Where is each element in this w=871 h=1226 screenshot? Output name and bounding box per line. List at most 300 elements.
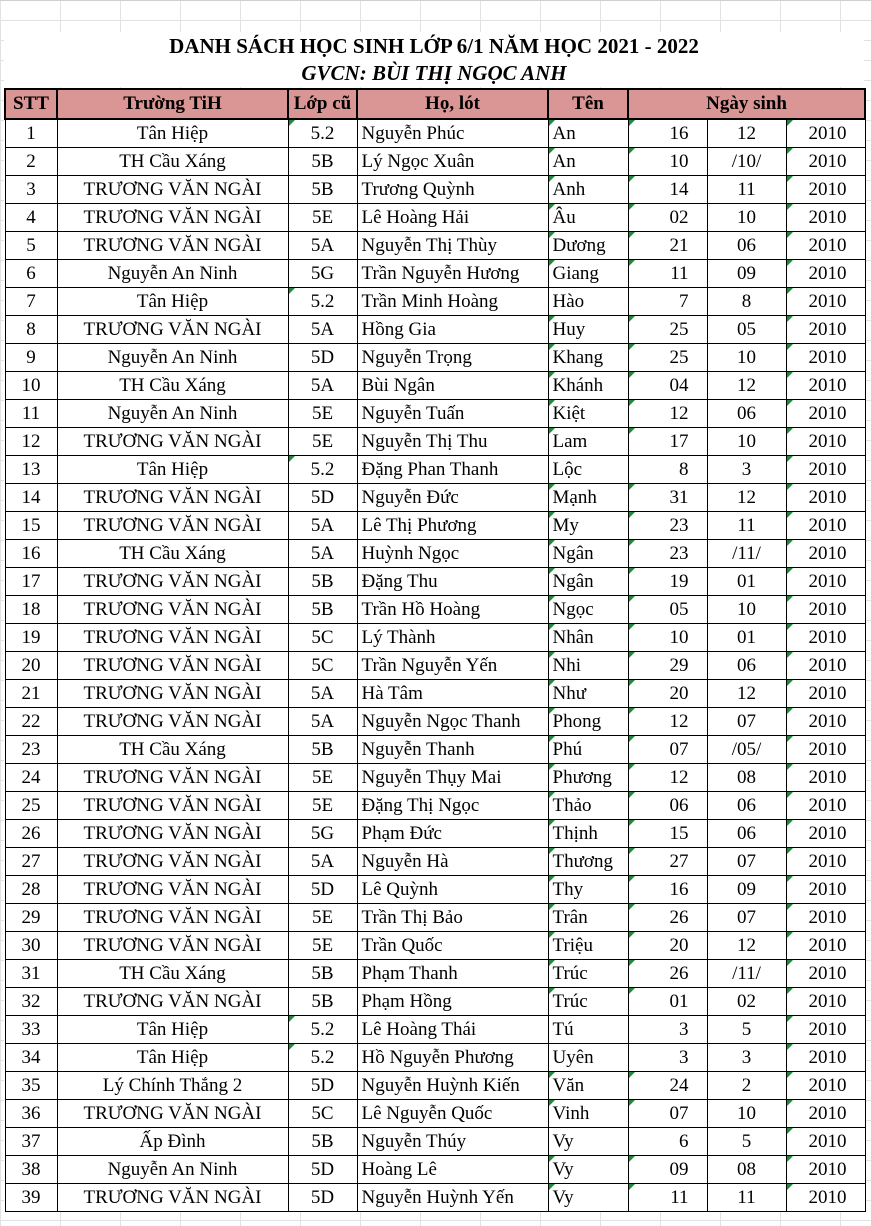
cell-year[interactable]: 2010	[786, 680, 865, 708]
cell-day[interactable]: 12	[628, 400, 707, 428]
cell-day[interactable]: 07	[628, 1100, 707, 1128]
cell-holot[interactable]: Đặng Phan Thanh	[357, 456, 548, 484]
cell-ten[interactable]: Nhi	[548, 652, 628, 680]
cell-month[interactable]: 07	[707, 708, 786, 736]
cell-holot[interactable]: Lý Thành	[357, 624, 548, 652]
cell-ten[interactable]: Uyên	[548, 1044, 628, 1072]
cell-lop[interactable]: 5A	[288, 232, 357, 260]
cell-stt[interactable]: 19	[5, 624, 57, 652]
cell-day[interactable]: 25	[628, 344, 707, 372]
cell-day[interactable]: 3	[628, 1016, 707, 1044]
cell-stt[interactable]: 18	[5, 596, 57, 624]
cell-day[interactable]: 10	[628, 624, 707, 652]
cell-ten[interactable]: Khánh	[548, 372, 628, 400]
cell-year[interactable]: 2010	[786, 288, 865, 316]
cell-month[interactable]: 02	[707, 988, 786, 1016]
cell-stt[interactable]: 37	[5, 1128, 57, 1156]
cell-truong[interactable]: Lý Chính Thắng 2	[57, 1072, 288, 1100]
cell-stt[interactable]: 6	[5, 260, 57, 288]
cell-holot[interactable]: Hà Tâm	[357, 680, 548, 708]
cell-year[interactable]: 2010	[786, 1184, 865, 1212]
cell-month[interactable]: 10	[707, 596, 786, 624]
cell-truong[interactable]: TH Cầu Xáng	[57, 372, 288, 400]
cell-holot[interactable]: Nguyễn Thụy Mai	[357, 764, 548, 792]
cell-ten[interactable]: Kiệt	[548, 400, 628, 428]
cell-stt[interactable]: 25	[5, 792, 57, 820]
cell-holot[interactable]: Trần Hồ Hoàng	[357, 596, 548, 624]
cell-holot[interactable]: Lê Hoàng Thái	[357, 1016, 548, 1044]
cell-truong[interactable]: TRƯƠNG VĂN NGÀI	[57, 848, 288, 876]
cell-day[interactable]: 15	[628, 820, 707, 848]
cell-year[interactable]: 2010	[786, 344, 865, 372]
cell-stt[interactable]: 31	[5, 960, 57, 988]
cell-truong[interactable]: TRƯƠNG VĂN NGÀI	[57, 624, 288, 652]
cell-stt[interactable]: 20	[5, 652, 57, 680]
cell-ten[interactable]: Mạnh	[548, 484, 628, 512]
cell-holot[interactable]: Nguyễn Hà	[357, 848, 548, 876]
cell-day[interactable]: 23	[628, 540, 707, 568]
cell-day[interactable]: 17	[628, 428, 707, 456]
cell-lop[interactable]: 5E	[288, 428, 357, 456]
cell-holot[interactable]: Hoàng Lê	[357, 1156, 548, 1184]
cell-year[interactable]: 2010	[786, 792, 865, 820]
cell-month[interactable]: 11	[707, 176, 786, 204]
cell-month[interactable]: /11/	[707, 960, 786, 988]
cell-ten[interactable]: Thịnh	[548, 820, 628, 848]
cell-stt[interactable]: 32	[5, 988, 57, 1016]
cell-holot[interactable]: Phạm Thanh	[357, 960, 548, 988]
cell-ten[interactable]: Trúc	[548, 960, 628, 988]
cell-year[interactable]: 2010	[786, 232, 865, 260]
cell-lop[interactable]: 5.2	[288, 456, 357, 484]
cell-truong[interactable]: Tân Hiệp	[57, 288, 288, 316]
cell-ten[interactable]: Ngân	[548, 540, 628, 568]
cell-truong[interactable]: TRƯƠNG VĂN NGÀI	[57, 708, 288, 736]
cell-truong[interactable]: TRƯƠNG VĂN NGÀI	[57, 820, 288, 848]
cell-month[interactable]: 08	[707, 764, 786, 792]
cell-month[interactable]: 11	[707, 1184, 786, 1212]
cell-stt[interactable]: 12	[5, 428, 57, 456]
cell-ten[interactable]: Vy	[548, 1156, 628, 1184]
cell-year[interactable]: 2010	[786, 1044, 865, 1072]
cell-ten[interactable]: Âu	[548, 204, 628, 232]
cell-lop[interactable]: 5B	[288, 988, 357, 1016]
cell-year[interactable]: 2010	[786, 1156, 865, 1184]
cell-lop[interactable]: 5A	[288, 372, 357, 400]
cell-year[interactable]: 2010	[786, 708, 865, 736]
cell-ten[interactable]: Vinh	[548, 1100, 628, 1128]
cell-month[interactable]: 07	[707, 904, 786, 932]
cell-lop[interactable]: 5B	[288, 568, 357, 596]
cell-ten[interactable]: Triệu	[548, 932, 628, 960]
cell-stt[interactable]: 14	[5, 484, 57, 512]
cell-holot[interactable]: Lê Thị Phương	[357, 512, 548, 540]
cell-day[interactable]: 29	[628, 652, 707, 680]
cell-ten[interactable]: Anh	[548, 176, 628, 204]
header-ngaysinh[interactable]: Ngày sinh	[628, 89, 865, 119]
cell-month[interactable]: 07	[707, 848, 786, 876]
cell-month[interactable]: 06	[707, 232, 786, 260]
cell-ten[interactable]: Hào	[548, 288, 628, 316]
cell-truong[interactable]: TRƯƠNG VĂN NGÀI	[57, 484, 288, 512]
cell-stt[interactable]: 8	[5, 316, 57, 344]
cell-truong[interactable]: TRƯƠNG VĂN NGÀI	[57, 428, 288, 456]
cell-holot[interactable]: Trần Thị Bảo	[357, 904, 548, 932]
cell-year[interactable]: 2010	[786, 596, 865, 624]
cell-holot[interactable]: Lê Nguyễn Quốc	[357, 1100, 548, 1128]
cell-lop[interactable]: 5E	[288, 932, 357, 960]
cell-stt[interactable]: 36	[5, 1100, 57, 1128]
cell-stt[interactable]: 35	[5, 1072, 57, 1100]
cell-stt[interactable]: 3	[5, 176, 57, 204]
cell-year[interactable]: 2010	[786, 316, 865, 344]
cell-holot[interactable]: Nguyễn Trọng	[357, 344, 548, 372]
cell-lop[interactable]: 5A	[288, 848, 357, 876]
cell-year[interactable]: 2010	[786, 372, 865, 400]
cell-stt[interactable]: 11	[5, 400, 57, 428]
cell-day[interactable]: 25	[628, 316, 707, 344]
cell-holot[interactable]: Nguyễn Ngọc Thanh	[357, 708, 548, 736]
cell-day[interactable]: 14	[628, 176, 707, 204]
cell-ten[interactable]: Vy	[548, 1128, 628, 1156]
cell-stt[interactable]: 15	[5, 512, 57, 540]
cell-year[interactable]: 2010	[786, 176, 865, 204]
cell-lop[interactable]: 5D	[288, 484, 357, 512]
cell-stt[interactable]: 17	[5, 568, 57, 596]
cell-truong[interactable]: Tân Hiệp	[57, 1016, 288, 1044]
cell-truong[interactable]: Tân Hiệp	[57, 456, 288, 484]
header-lop[interactable]: Lớp cũ	[288, 89, 357, 119]
cell-holot[interactable]: Hồng Gia	[357, 316, 548, 344]
cell-month[interactable]: 10	[707, 204, 786, 232]
cell-year[interactable]: 2010	[786, 764, 865, 792]
cell-year[interactable]: 2010	[786, 988, 865, 1016]
cell-lop[interactable]: 5A	[288, 708, 357, 736]
cell-truong[interactable]: TRƯƠNG VĂN NGÀI	[57, 232, 288, 260]
cell-truong[interactable]: TRƯƠNG VĂN NGÀI	[57, 876, 288, 904]
cell-truong[interactable]: TRƯƠNG VĂN NGÀI	[57, 904, 288, 932]
cell-holot[interactable]: Nguyễn Huỳnh Yến	[357, 1184, 548, 1212]
cell-year[interactable]: 2010	[786, 204, 865, 232]
cell-holot[interactable]: Huỳnh Ngọc	[357, 540, 548, 568]
cell-truong[interactable]: TRƯƠNG VĂN NGÀI	[57, 596, 288, 624]
cell-ten[interactable]: Như	[548, 680, 628, 708]
cell-truong[interactable]: TRƯƠNG VĂN NGÀI	[57, 764, 288, 792]
cell-ten[interactable]: Vy	[548, 1184, 628, 1212]
cell-lop[interactable]: 5G	[288, 260, 357, 288]
cell-day[interactable]: 12	[628, 708, 707, 736]
header-truong[interactable]: Trường TiH	[57, 89, 288, 119]
cell-year[interactable]: 2010	[786, 820, 865, 848]
cell-day[interactable]: 20	[628, 680, 707, 708]
cell-month[interactable]: 3	[707, 456, 786, 484]
cell-truong[interactable]: Nguyễn An Ninh	[57, 260, 288, 288]
cell-truong[interactable]: TH Cầu Xáng	[57, 736, 288, 764]
cell-holot[interactable]: Nguyễn Thị Thu	[357, 428, 548, 456]
cell-stt[interactable]: 39	[5, 1184, 57, 1212]
cell-holot[interactable]: Trần Quốc	[357, 932, 548, 960]
cell-day[interactable]: 31	[628, 484, 707, 512]
cell-stt[interactable]: 4	[5, 204, 57, 232]
cell-day[interactable]: 3	[628, 1044, 707, 1072]
cell-year[interactable]: 2010	[786, 1072, 865, 1100]
cell-ten[interactable]: Thy	[548, 876, 628, 904]
cell-holot[interactable]: Phạm Đức	[357, 820, 548, 848]
cell-month[interactable]: 5	[707, 1016, 786, 1044]
cell-truong[interactable]: TRƯƠNG VĂN NGÀI	[57, 512, 288, 540]
cell-truong[interactable]: Ấp Đình	[57, 1128, 288, 1156]
cell-truong[interactable]: TRƯƠNG VĂN NGÀI	[57, 1184, 288, 1212]
cell-day[interactable]: 24	[628, 1072, 707, 1100]
cell-lop[interactable]: 5.2	[288, 288, 357, 316]
cell-lop[interactable]: 5.2	[288, 1016, 357, 1044]
cell-lop[interactable]: 5D	[288, 344, 357, 372]
cell-stt[interactable]: 29	[5, 904, 57, 932]
cell-day[interactable]: 23	[628, 512, 707, 540]
cell-truong[interactable]: Nguyễn An Ninh	[57, 344, 288, 372]
cell-year[interactable]: 2010	[786, 428, 865, 456]
cell-lop[interactable]: 5E	[288, 204, 357, 232]
cell-month[interactable]: 12	[707, 484, 786, 512]
cell-ten[interactable]: Trúc	[548, 988, 628, 1016]
cell-ten[interactable]: Tú	[548, 1016, 628, 1044]
cell-lop[interactable]: 5D	[288, 1184, 357, 1212]
cell-year[interactable]: 2010	[786, 260, 865, 288]
cell-lop[interactable]: 5B	[288, 176, 357, 204]
cell-year[interactable]: 2010	[786, 568, 865, 596]
cell-lop[interactable]: 5B	[288, 1128, 357, 1156]
cell-stt[interactable]: 27	[5, 848, 57, 876]
cell-day[interactable]: 7	[628, 288, 707, 316]
cell-day[interactable]: 09	[628, 1156, 707, 1184]
cell-month[interactable]: 06	[707, 652, 786, 680]
cell-stt[interactable]: 2	[5, 148, 57, 176]
cell-ten[interactable]: Trân	[548, 904, 628, 932]
cell-holot[interactable]: Lê Hoàng Hải	[357, 204, 548, 232]
cell-month[interactable]: 05	[707, 316, 786, 344]
cell-day[interactable]: 11	[628, 1184, 707, 1212]
cell-stt[interactable]: 13	[5, 456, 57, 484]
cell-day[interactable]: 02	[628, 204, 707, 232]
cell-year[interactable]: 2010	[786, 484, 865, 512]
cell-holot[interactable]: Hồ Nguyễn Phương	[357, 1044, 548, 1072]
cell-lop[interactable]: 5.2	[288, 119, 357, 148]
cell-day[interactable]: 04	[628, 372, 707, 400]
cell-month[interactable]: /10/	[707, 148, 786, 176]
cell-holot[interactable]: Lý Ngọc Xuân	[357, 148, 548, 176]
cell-year[interactable]: 2010	[786, 540, 865, 568]
cell-stt[interactable]: 30	[5, 932, 57, 960]
cell-ten[interactable]: Dương	[548, 232, 628, 260]
cell-holot[interactable]: Phạm Hồng	[357, 988, 548, 1016]
cell-truong[interactable]: TRƯƠNG VĂN NGÀI	[57, 176, 288, 204]
header-holot[interactable]: Họ, lót	[357, 89, 548, 119]
cell-ten[interactable]: Phương	[548, 764, 628, 792]
cell-ten[interactable]: Thương	[548, 848, 628, 876]
cell-lop[interactable]: 5B	[288, 596, 357, 624]
cell-year[interactable]: 2010	[786, 652, 865, 680]
cell-day[interactable]: 07	[628, 736, 707, 764]
cell-ten[interactable]: Giang	[548, 260, 628, 288]
cell-holot[interactable]: Nguyễn Thanh	[357, 736, 548, 764]
cell-day[interactable]: 26	[628, 960, 707, 988]
cell-month[interactable]: 2	[707, 1072, 786, 1100]
cell-day[interactable]: 20	[628, 932, 707, 960]
cell-lop[interactable]: 5D	[288, 876, 357, 904]
cell-holot[interactable]: Trương Quỳnh	[357, 176, 548, 204]
cell-truong[interactable]: TH Cầu Xáng	[57, 540, 288, 568]
cell-lop[interactable]: 5G	[288, 820, 357, 848]
cell-day[interactable]: 16	[628, 876, 707, 904]
cell-day[interactable]: 6	[628, 1128, 707, 1156]
cell-year[interactable]: 2010	[786, 848, 865, 876]
cell-lop[interactable]: 5E	[288, 400, 357, 428]
cell-year[interactable]: 2010	[786, 904, 865, 932]
cell-holot[interactable]: Bùi Ngân	[357, 372, 548, 400]
cell-day[interactable]: 12	[628, 764, 707, 792]
cell-truong[interactable]: Tân Hiệp	[57, 1044, 288, 1072]
cell-truong[interactable]: TRƯƠNG VĂN NGÀI	[57, 792, 288, 820]
cell-truong[interactable]: TRƯƠNG VĂN NGÀI	[57, 568, 288, 596]
cell-truong[interactable]: TRƯƠNG VĂN NGÀI	[57, 316, 288, 344]
cell-holot[interactable]: Đặng Thu	[357, 568, 548, 596]
cell-day[interactable]: 11	[628, 260, 707, 288]
cell-day[interactable]: 8	[628, 456, 707, 484]
cell-year[interactable]: 2010	[786, 1128, 865, 1156]
cell-lop[interactable]: 5C	[288, 624, 357, 652]
cell-truong[interactable]: TH Cầu Xáng	[57, 960, 288, 988]
cell-ten[interactable]: Văn	[548, 1072, 628, 1100]
cell-month[interactable]: 09	[707, 876, 786, 904]
cell-lop[interactable]: 5B	[288, 736, 357, 764]
cell-month[interactable]: 06	[707, 400, 786, 428]
cell-holot[interactable]: Nguyễn Thúy	[357, 1128, 548, 1156]
cell-month[interactable]: 08	[707, 1156, 786, 1184]
cell-month[interactable]: 10	[707, 344, 786, 372]
cell-holot[interactable]: Nguyễn Huỳnh Kiến	[357, 1072, 548, 1100]
cell-lop[interactable]: 5C	[288, 1100, 357, 1128]
cell-month[interactable]: 8	[707, 288, 786, 316]
cell-month[interactable]: 09	[707, 260, 786, 288]
cell-year[interactable]: 2010	[786, 1100, 865, 1128]
cell-truong[interactable]: TRƯƠNG VĂN NGÀI	[57, 680, 288, 708]
cell-lop[interactable]: 5A	[288, 512, 357, 540]
cell-lop[interactable]: 5.2	[288, 1044, 357, 1072]
cell-lop[interactable]: 5E	[288, 904, 357, 932]
cell-holot[interactable]: Trần Minh Hoàng	[357, 288, 548, 316]
cell-truong[interactable]: Nguyễn An Ninh	[57, 1156, 288, 1184]
cell-truong[interactable]: TRƯƠNG VĂN NGÀI	[57, 652, 288, 680]
cell-month[interactable]: 12	[707, 680, 786, 708]
cell-month[interactable]: 06	[707, 820, 786, 848]
cell-year[interactable]: 2010	[786, 932, 865, 960]
cell-truong[interactable]: Tân Hiệp	[57, 119, 288, 148]
cell-ten[interactable]: Huy	[548, 316, 628, 344]
cell-month[interactable]: 10	[707, 1100, 786, 1128]
cell-lop[interactable]: 5A	[288, 316, 357, 344]
cell-ten[interactable]: Khang	[548, 344, 628, 372]
cell-year[interactable]: 2010	[786, 960, 865, 988]
cell-holot[interactable]: Đặng Thị Ngọc	[357, 792, 548, 820]
cell-day[interactable]: 16	[628, 119, 707, 148]
cell-stt[interactable]: 5	[5, 232, 57, 260]
cell-lop[interactable]: 5B	[288, 960, 357, 988]
cell-lop[interactable]: 5E	[288, 764, 357, 792]
header-ten[interactable]: Tên	[548, 89, 628, 119]
cell-ten[interactable]: My	[548, 512, 628, 540]
cell-lop[interactable]: 5A	[288, 540, 357, 568]
cell-lop[interactable]: 5C	[288, 652, 357, 680]
cell-lop[interactable]: 5A	[288, 680, 357, 708]
cell-stt[interactable]: 23	[5, 736, 57, 764]
cell-stt[interactable]: 34	[5, 1044, 57, 1072]
cell-stt[interactable]: 1	[5, 119, 57, 148]
cell-day[interactable]: 27	[628, 848, 707, 876]
cell-ten[interactable]: An	[548, 148, 628, 176]
cell-ten[interactable]: Thảo	[548, 792, 628, 820]
cell-stt[interactable]: 24	[5, 764, 57, 792]
cell-stt[interactable]: 10	[5, 372, 57, 400]
cell-day[interactable]: 19	[628, 568, 707, 596]
cell-ten[interactable]: Lam	[548, 428, 628, 456]
cell-lop[interactable]: 5D	[288, 1072, 357, 1100]
cell-month[interactable]: 5	[707, 1128, 786, 1156]
cell-stt[interactable]: 16	[5, 540, 57, 568]
cell-month[interactable]: /11/	[707, 540, 786, 568]
cell-ten[interactable]: Ngọc	[548, 596, 628, 624]
cell-year[interactable]: 2010	[786, 400, 865, 428]
cell-truong[interactable]: TRƯƠNG VĂN NGÀI	[57, 1100, 288, 1128]
cell-stt[interactable]: 21	[5, 680, 57, 708]
cell-year[interactable]: 2010	[786, 736, 865, 764]
cell-lop[interactable]: 5B	[288, 148, 357, 176]
cell-holot[interactable]: Trần Nguyễn Hương	[357, 260, 548, 288]
cell-month[interactable]: 11	[707, 512, 786, 540]
cell-day[interactable]: 05	[628, 596, 707, 624]
cell-lop[interactable]: 5D	[288, 1156, 357, 1184]
cell-stt[interactable]: 22	[5, 708, 57, 736]
cell-year[interactable]: 2010	[786, 119, 865, 148]
cell-ten[interactable]: Ngân	[548, 568, 628, 596]
cell-holot[interactable]: Trần Nguyễn Yến	[357, 652, 548, 680]
cell-year[interactable]: 2010	[786, 624, 865, 652]
cell-day[interactable]: 21	[628, 232, 707, 260]
cell-ten[interactable]: Lộc	[548, 456, 628, 484]
cell-year[interactable]: 2010	[786, 148, 865, 176]
cell-month[interactable]: 12	[707, 119, 786, 148]
cell-truong[interactable]: TRƯƠNG VĂN NGÀI	[57, 988, 288, 1016]
cell-truong[interactable]: TRƯƠNG VĂN NGÀI	[57, 204, 288, 232]
cell-holot[interactable]: Nguyễn Tuấn	[357, 400, 548, 428]
cell-stt[interactable]: 9	[5, 344, 57, 372]
cell-truong[interactable]: TRƯƠNG VĂN NGÀI	[57, 932, 288, 960]
cell-holot[interactable]: Nguyễn Thị Thùy	[357, 232, 548, 260]
cell-month[interactable]: 06	[707, 792, 786, 820]
cell-month[interactable]: 01	[707, 624, 786, 652]
header-stt[interactable]: STT	[5, 89, 57, 119]
cell-day[interactable]: 26	[628, 904, 707, 932]
cell-stt[interactable]: 26	[5, 820, 57, 848]
cell-month[interactable]: 12	[707, 372, 786, 400]
cell-day[interactable]: 06	[628, 792, 707, 820]
cell-stt[interactable]: 7	[5, 288, 57, 316]
cell-year[interactable]: 2010	[786, 512, 865, 540]
cell-month[interactable]: 12	[707, 932, 786, 960]
cell-holot[interactable]: Nguyễn Đức	[357, 484, 548, 512]
cell-lop[interactable]: 5E	[288, 792, 357, 820]
cell-month[interactable]: 10	[707, 428, 786, 456]
cell-holot[interactable]: Nguyễn Phúc	[357, 119, 548, 148]
